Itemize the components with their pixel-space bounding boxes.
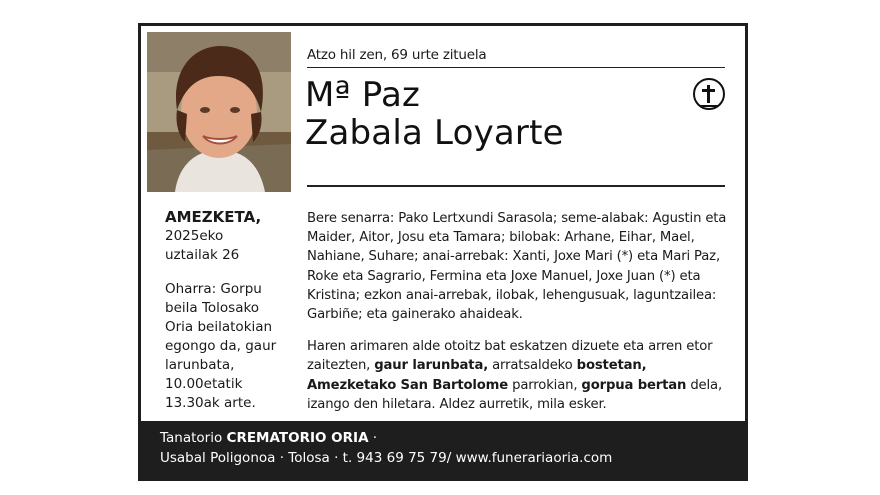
note-line-3: Oria beilatokian xyxy=(165,319,273,335)
deceased-name xyxy=(305,76,564,152)
note-line-6: 10.00etatik xyxy=(165,376,243,392)
obituary-card xyxy=(138,23,748,481)
note-line-5: larunbata, xyxy=(165,357,235,373)
name-second-line: Zabala Loyarte xyxy=(305,113,564,153)
note-line-1: Oharra: Gorpu xyxy=(165,281,262,297)
funeral-text-4: parrokian, xyxy=(508,377,582,393)
funeral-bold-4: gorpua bertan xyxy=(581,377,687,393)
funeral-text-2: arratsaldeko xyxy=(488,358,577,374)
footer-suffix: · xyxy=(368,430,378,446)
footer-prefix: Tanatorio xyxy=(160,430,227,446)
funeral-paragraph xyxy=(307,337,729,414)
death-notice-subtitle: Atzo hil zen, 69 urte zituela xyxy=(307,47,487,63)
funeral-text-5: dela, izango den hiletara. Aldez aurretik, mila esker. xyxy=(307,377,722,412)
date-line-1: 2025eko xyxy=(165,228,224,244)
footer-company: CREMATORIO ORIA xyxy=(226,430,369,446)
funeral-home-footer xyxy=(141,421,745,478)
note-line-7: 13.30ak arte. xyxy=(165,395,256,411)
obituary-body xyxy=(307,209,729,414)
name-divider xyxy=(307,185,725,187)
funeral-text-1: Haren arimaren alde otoitz bat eskatzen dizuete eta arren etor zaitezten, xyxy=(307,339,713,374)
cross-base-line xyxy=(700,105,718,107)
portrait-photo xyxy=(147,32,291,192)
top-divider xyxy=(307,67,725,68)
family-paragraph: Bere senarra: Pako Lertxundi Sarasola; seme-alabak: Agustin eta Maider, Aitor, Josu eta Tamara; bilobak: Arhane, Eihar, Mael, Nahiane, Suhare; anai-arrebak: Xanti, Joxe Mari (*) eta Mari Paz, Roke eta Sagrario, Fermina eta Joxe Manuel, Joxe Juan (*) eta Kristina; ezkon anai-arrebak, ilobak, lehengusuak, laguntzailea: Garbiñe; eta gainerako ahaideak. xyxy=(307,211,727,323)
funeral-bold-1: gaur larunbata, xyxy=(374,358,489,374)
footer-line-1 xyxy=(160,428,745,448)
date-line-2: uztailak 26 xyxy=(165,247,240,263)
funeral-bold-2: bostetan, xyxy=(576,358,647,374)
location-date-column xyxy=(165,208,295,413)
note-line-2: beila Tolosako xyxy=(165,300,260,316)
footer-line-2: Usabal Poligonoa · Tolosa · t. 943 69 75 79/ www.funerariaoria.com xyxy=(160,450,613,466)
funeral-bold-3: Amezketako San Bartolome xyxy=(307,377,509,393)
name-first-line: Mª Paz xyxy=(305,75,421,115)
town-name: AMEZKETA, xyxy=(165,208,262,226)
note-line-4: egongo da, gaur xyxy=(165,338,277,354)
